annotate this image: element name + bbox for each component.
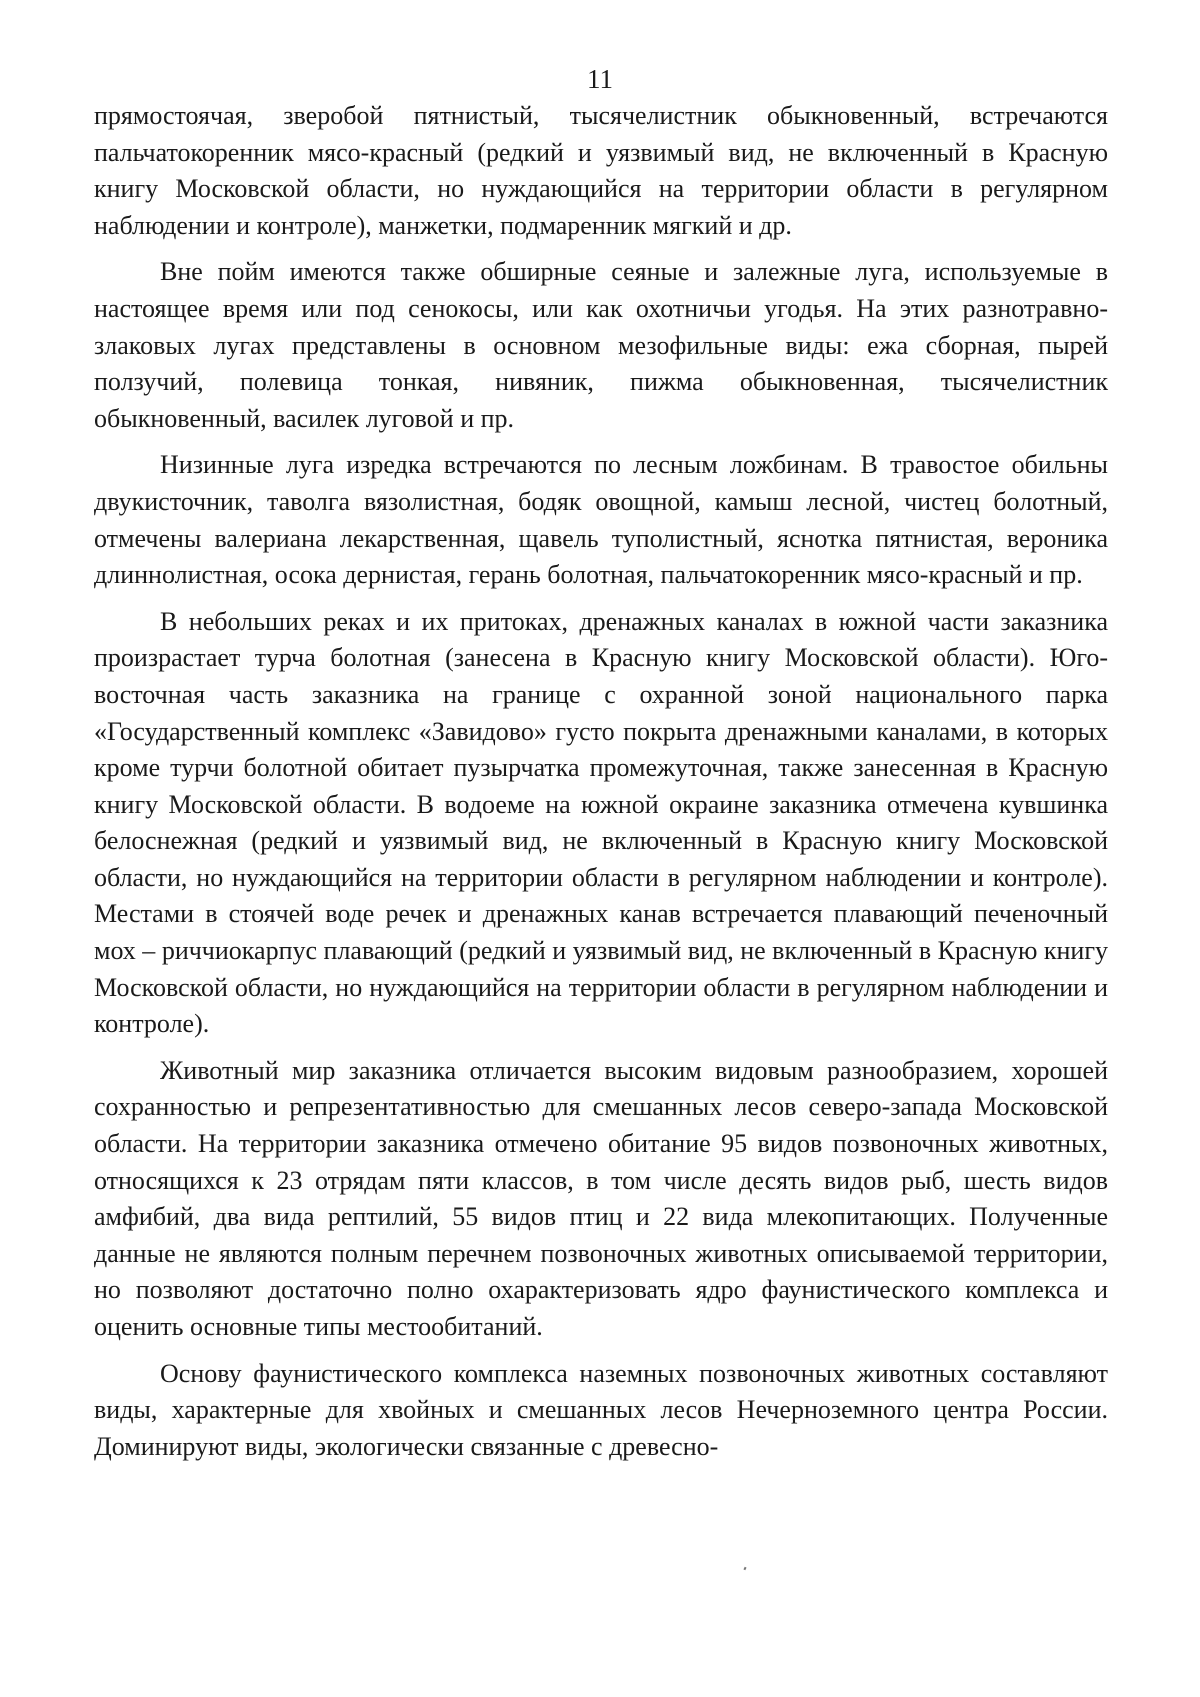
paragraph-fauna: Животный мир заказника отличается высоким видовым разнообразием, хорошей сохранностью и репрезентативностью для смешанных лесов северо-запада Московской области. На территории заказника отмечено обитание 95 видов позвоночных животных, относящихся к 23 отрядам пяти классов, в том числе десять видов рыб, шесть видов амфибий, два вида рептилий, 55 видов птиц и 22 вида млекопитающих. Полученные данные не являются полным перечнем позвоночных животных описываемой территории, но позволяют достаточно полно охарактеризовать ядро фаунистического комплекса и оценить основные типы местообитаний. [94, 1055, 1108, 1341]
page-number: 11 [587, 64, 613, 94]
paragraph-lowland-meadows: Низинные луга изредка встречаются по лесным ложбинам. В травостое обильны двукисточник, таволга вязолистная, бодяк овощной, камыш лесной, чистец болотный, отмечены валериана лекарственная, щавель туполистный, яснотка пятнистая, вероника длиннолистная, осока дернистая, герань болотная, пальчатокоренник мясо-красный и пр. [94, 450, 1108, 590]
body-text [94, 98, 1108, 1475]
paragraph-sown-meadows: Вне пойм имеются также обширные сеяные и залежные луга, используемые в настоящее время или под сенокосы, или как охотничьи угодья. На этих разнотравно-злаковых лугах представлены в основном мезофильные виды: ежа сборная, пырей ползучий, полевица тонкая, нивяник, пижма обыкновенная, тысячелистник обыкновенный, василек луговой и пр. [94, 257, 1108, 433]
paragraph-meadow-species-continued: прямостоячая, зверобой пятнистый, тысячелистник обыкновенный, встречаются пальчатокоренник мясо-красный (редкий и уязвимый вид, не включенный в Красную книгу Московской области, но нуждающийся на территории области в регулярном наблюдении и контроле), манжетки, подмаренник мягкий и др. [94, 101, 1108, 240]
paragraph-faunal-complex: Основу фаунистического комплекса наземных позвоночных животных составляют виды, характерные для хвойных и смешанных лесов Нечерноземного центра России. Доминируют виды, экологически связанные с древесно- [94, 1358, 1108, 1461]
paragraph-rivers-and-canals: В небольших реках и их притоках, дренажных каналах в южной части заказника произрастает турча болотная (занесена в Красную книгу Московской области). Юго-восточная часть заказника на границе с охранной зоной национального парка «Государственный комплекс «Завидово» густо покрыта дренажными каналами, в которых кроме турчи болотной обитает пузырчатка промежуточная, также занесенная в Красную книгу Московской области. В водоеме на южной окраине заказника отмечена кувшинка белоснежная (редкий и уязвимый вид, не включенный в Красную книгу Московской области, но нуждающийся на территории области в регулярном наблюдении и контроле). Местами в стоячей воде речек и дренажных канав встречается плавающий печеночный мох – риччиокарпус плавающий (редкий и уязвимый вид, не включенный в Красную книгу Московской области, но нуждающийся на территории области в регулярном наблюдении и контроле). [94, 606, 1108, 1039]
scan-speck [743, 1567, 746, 1571]
